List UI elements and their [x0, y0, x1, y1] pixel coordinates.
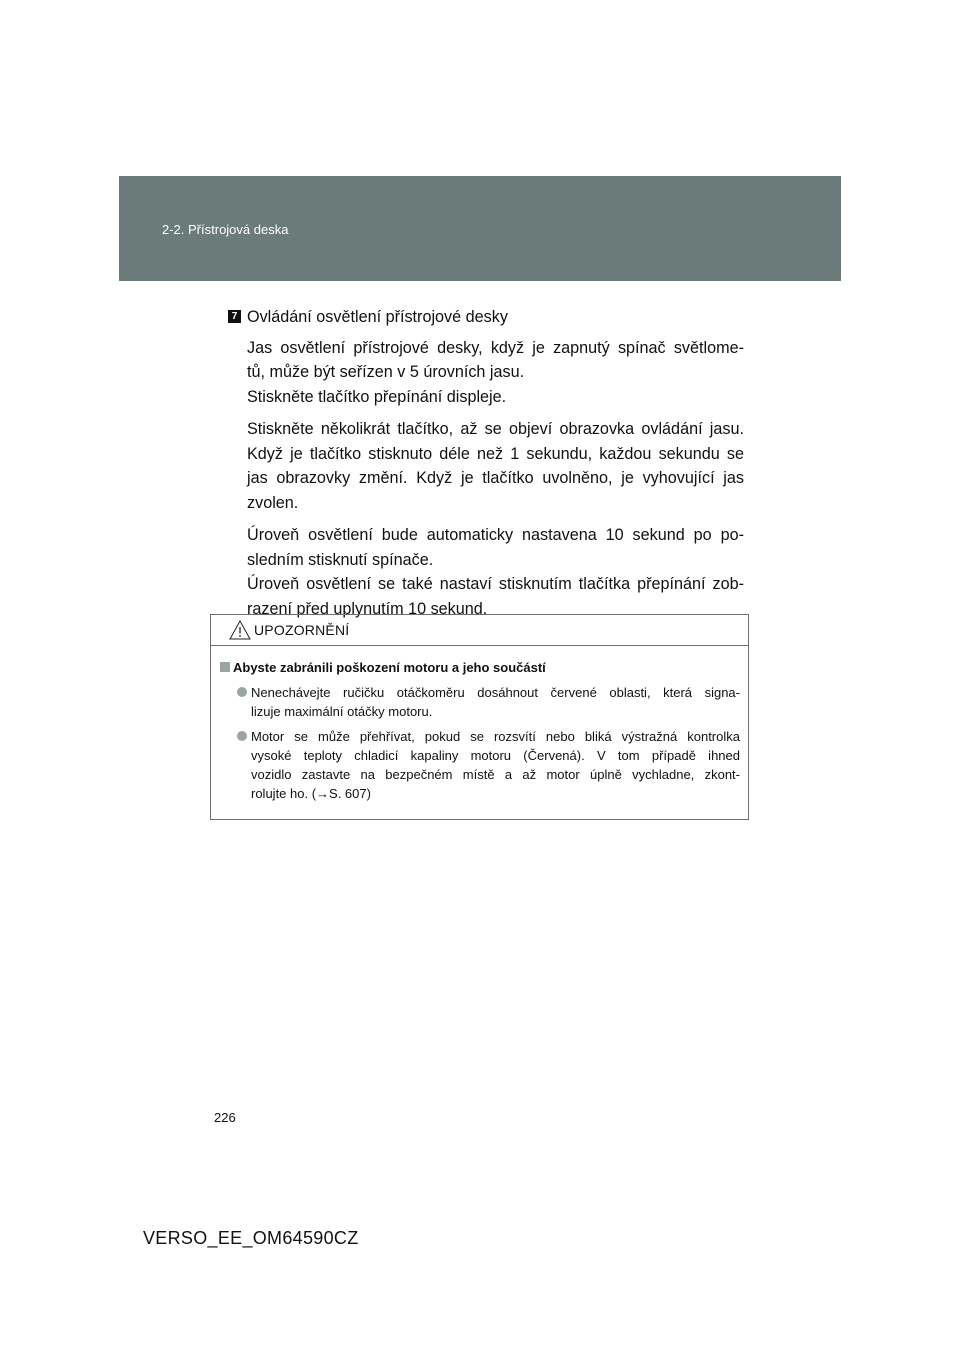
paragraph: [247, 523, 744, 621]
paragraph: [247, 336, 744, 410]
text-line: razení před uplynutím 10 sekund.: [247, 599, 488, 618]
text-line: Nenechávejte ručičku otáčkoměru dosáhnout červené oblasti, která signa-: [251, 685, 740, 700]
warning-heading: [220, 658, 740, 677]
square-bullet-icon: [220, 662, 230, 672]
chapter-section-label: 2-2. Přístrojová deska: [162, 222, 289, 237]
item-number-badge: 7: [228, 310, 241, 323]
text-line: rolujte ho. (→S. 607): [251, 786, 371, 801]
warning-triangle-icon: [229, 620, 251, 640]
text-line: vysoké teploty chladicí kapaliny motoru (Červená). V tom případě ihned: [251, 748, 740, 763]
content-section: [228, 305, 744, 629]
warning-bullet: [220, 683, 740, 721]
text-line: lizuje maximální otáčky motoru.: [251, 704, 433, 719]
warning-body: [211, 646, 748, 803]
chapter-header-band: [119, 176, 841, 281]
text-line: Stiskněte několikrát tlačítko, až se objeví obrazovka ovládání jasu.: [247, 420, 744, 438]
warning-box: [210, 614, 749, 820]
page-number: 226: [214, 1110, 236, 1125]
section-title-text: Ovládání osvětlení přístrojové desky: [247, 308, 508, 326]
warning-heading-text: Abyste zabránili poškození motoru a jeho součástí: [233, 660, 546, 675]
section-title: [228, 305, 744, 330]
warning-bullet: [220, 727, 740, 803]
text-line: jas obrazovky změní. Když je tlačítko uvolněno, je vyhovující jas: [247, 469, 744, 487]
paragraph: [247, 417, 744, 515]
text-line: Úroveň osvětlení se také nastaví stisknutím tlačítka přepínání zob-: [247, 575, 744, 593]
document-code: VERSO_EE_OM64590CZ: [143, 1228, 359, 1248]
text-line: Stiskněte tlačítko přepínání displeje.: [247, 387, 507, 406]
text-line: Když je tlačítko stisknuto déle než 1 sekundu, každou sekundu se: [247, 444, 744, 463]
text-line: Úroveň osvětlení bude automaticky nastavena 10 sekund po po-: [247, 526, 744, 544]
round-bullet-icon: [237, 687, 247, 697]
warning-header: [211, 615, 748, 646]
warning-title: UPOZORNĚNÍ: [254, 622, 350, 638]
text-line: tů, může být seřízen v 5 úrovních jasu.: [247, 363, 525, 381]
text-line: sledním stisknutí spínače.: [247, 550, 434, 569]
text-line: Motor se může přehřívat, pokud se rozsvítí nebo bliká výstražná kontrolka: [251, 729, 740, 744]
text-line: Jas osvětlení přístrojové desky, když je zapnutý spínač světlome-: [247, 338, 744, 357]
text-line: zvolen.: [247, 493, 299, 512]
round-bullet-icon: [237, 731, 247, 741]
text-line: vozidlo zastavte na bezpečném místě a až motor úplně vychladne, zkont-: [251, 767, 740, 782]
